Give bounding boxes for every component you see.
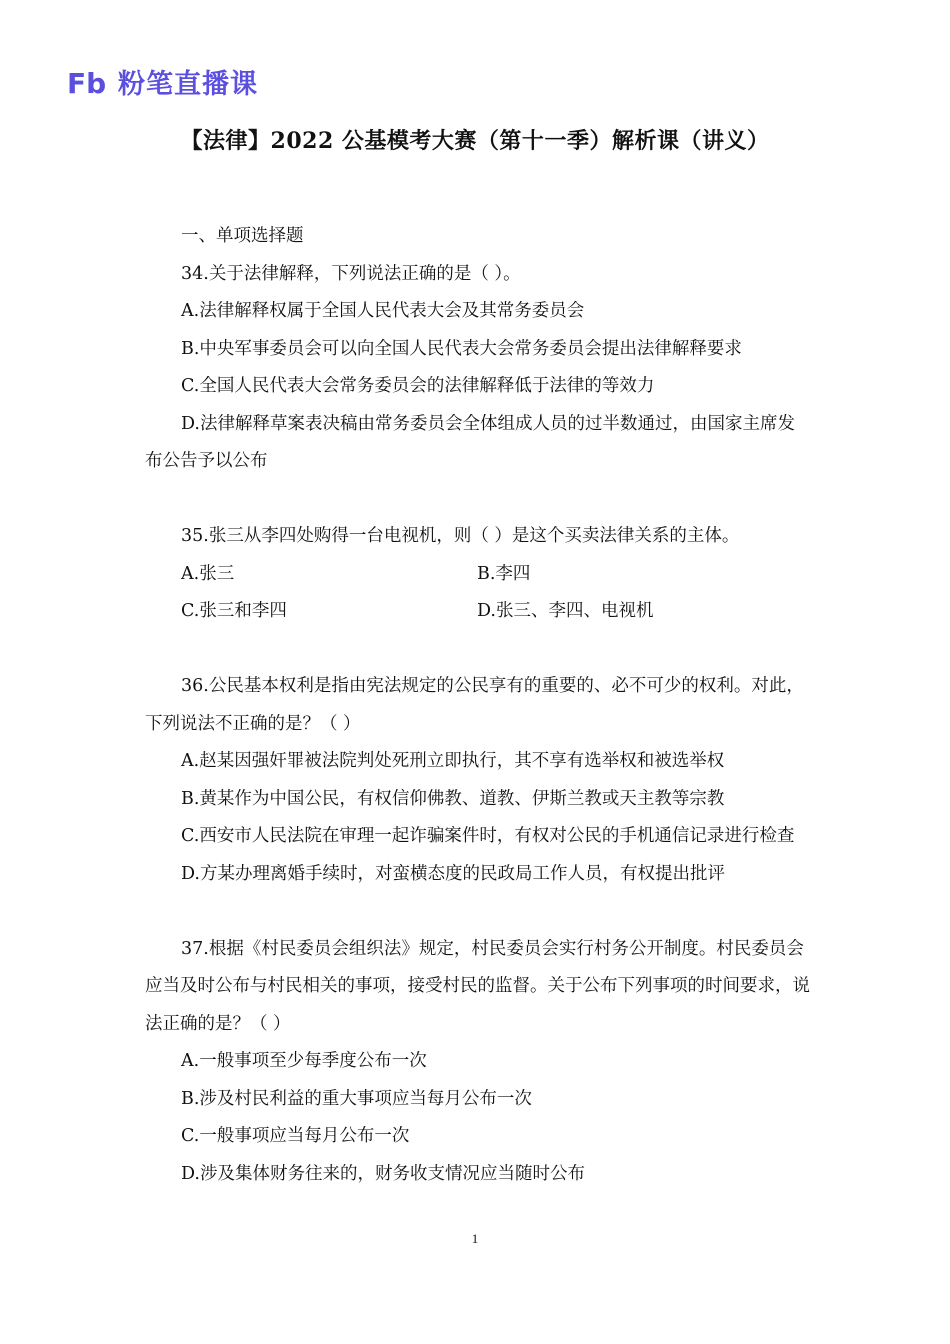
document-body [145,218,810,1193]
page-number: 1 [471,1231,479,1246]
option-a: A.一般事项至少每季度公布一次 [181,1051,427,1071]
option-a: A.法律解释权属于全国人民代表大会及其常务委员会 [181,301,585,321]
option-b: B.李四 [477,563,531,584]
options-row [145,593,810,631]
fb-logo-icon [66,67,110,97]
option-d: D.法律解释草案表决稿由常务委员会全体组成人员的过半数通过，由国家主席发布公告予以公布 [145,413,795,471]
option-a: A.张三 [181,563,235,584]
brand-name: 粉笔直播课 [118,69,258,100]
option-d: D.涉及集体财务往来的，财务收支情况应当随时公布 [181,1163,585,1184]
question-35 [145,518,810,631]
option-b: B.中央军事委员会可以向全国人民代表大会常务委员会提出法律解释要求 [181,338,742,359]
option-c: C.张三和李四 [181,601,287,621]
question-stem: 37.根据《村民委员会组织法》规定，村民委员会实行村务公开制度。村民委员会应当及时公布与村民相关的事项，接受村民的监督。关于公布下列事项的时间要求，说法正确的是？（ ） [145,938,810,1034]
logo-letters: Fb [67,66,107,97]
option-b: B.涉及村民利益的重大事项应当每月公布一次 [181,1088,532,1109]
question-34 [145,256,810,481]
section-heading: 一、单项选择题 [181,226,304,246]
option-c: C.一般事项应当每月公布一次 [181,1126,410,1146]
options-row [145,556,810,594]
question-stem: 34.关于法律解释，下列说法正确的是（ ）。 [181,263,521,284]
option-c: C.全国人民代表大会常务委员会的法律解释低于法律的等效力 [181,376,655,396]
question-stem: 35.张三从李四处购得一台电视机，则（ ）是这个买卖法律关系的主体。 [181,526,740,546]
option-a: A.赵某因强奸罪被法院判处死刑立即执行，其不享有选举权和被选举权 [181,751,725,771]
option-b: B.黄某作为中国公民，有权信仰佛教、道教、伊斯兰教或天主教等宗教 [181,788,725,809]
brand-logo [66,62,258,101]
option-c: C.西安市人民法院在审理一起诈骗案件时，有权对公民的手机通信记录进行检查 [181,826,795,846]
question-stem: 36.公民基本权利是指由宪法规定的公民享有的重要的、必不可少的权利。对此，下列说法不正确的是？（ ） [145,676,804,734]
question-36 [145,668,810,893]
option-d: D.方某办理离婚手续时，对蛮横态度的民政局工作人员，有权提出批评 [181,863,725,884]
question-37 [145,931,810,1194]
document-title: 【法律】2022 公基模考大赛（第十一季）解析课（讲义） [180,128,770,154]
option-d: D.张三、李四、电视机 [477,601,654,621]
